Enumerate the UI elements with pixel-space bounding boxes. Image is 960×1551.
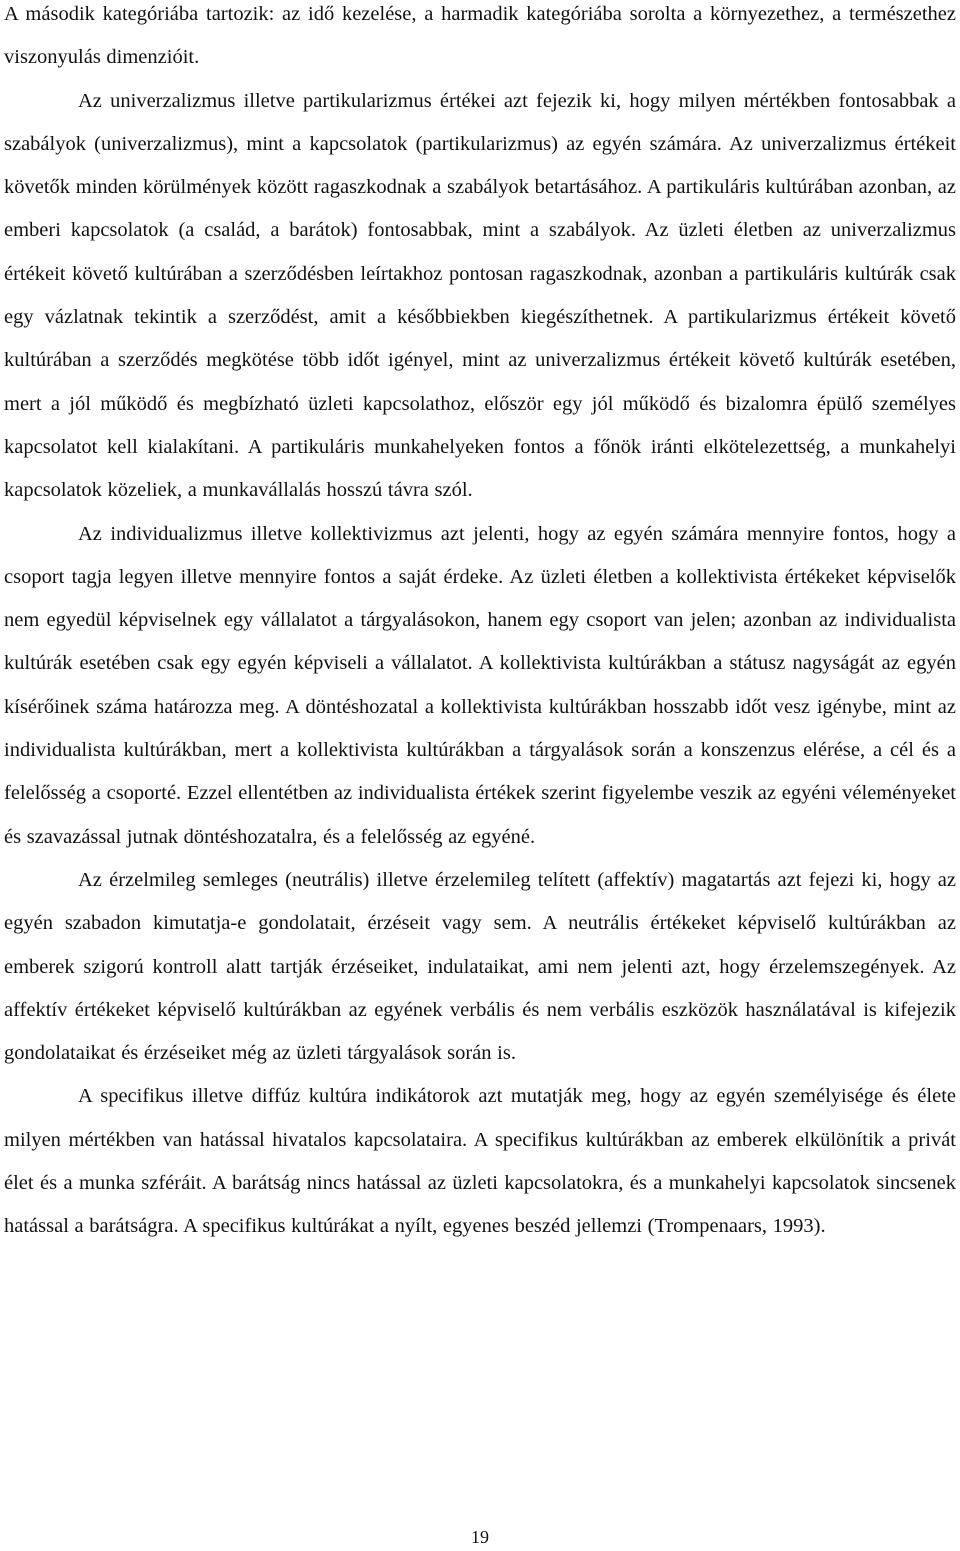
paragraph-universalism: Az univerzalizmus illetve partikularizmus értékei azt fejezik ki, hogy milyen mértékben fontosabbak a szabályok (univerzalizmus), mint a kapcsolatok (partikularizmus) az egyén számára. Az univerzalizmus értékeit követők minden körülmények között ragaszkodnak a szabályok betartásához. A partikuláris kultúrában azonban, az emberi kapcsolatok (a család, a barátok) fontosabbak, mint a szabályok. Az üzleti életben az univerzalizmus értékeit követő kultúrában a szerződésben leírtakhoz pontosan ragaszkodnak, azonban a partikuláris kultúrák csak egy vázlatnak tekintik a szerződést, amit a későbbiekben kiegészíthetnek. A partikularizmus értékeit követő kultúrában a szerződés megkötése több időt igényel, mint az univerzalizmus értékeit követő kultúrák esetében, mert a jól működő és megbízható üzleti kapcsolathoz, először egy jól működő és bizalomra épülő személyes kapcsolatot kell kialakítani. A partikuláris munkahelyeken fontos a főnök iránti elkötelezettség, a munkahelyi kapcsolatok közeliek, a munkavállalás hosszú távra szól.: [4, 89, 956, 502]
body-text: [4, 0, 956, 1249]
paragraph-specific-diffuse: A specifikus illetve diffúz kultúra indikátorok azt mutatják meg, hogy az egyén személyisége és élete milyen mértékben van hatással hivatalos kapcsolataira. A specifikus kultúrákban az emberek elkülönítik a privát élet és a munka szféráit. A barátság nincs hatással az üzleti kapcsolatokra, és a munkahelyi kapcsolatok sincsenek hatással a barátságra. A specifikus kultúrákat a nyílt, egyenes beszéd jellemzi (Trompenaars, 1993).: [4, 1085, 956, 1238]
page-number: 19: [471, 1527, 489, 1547]
paragraph-neutral-affective: Az érzelmileg semleges (neutrális) illetve érzelemileg telített (affektív) magatartás azt fejezi ki, hogy az egyén szabadon kimutatja-e gondolatait, érzéseit vagy sem. A neutrális értékeket képviselő kultúrákban az emberek szigorú kontroll alatt tartják érzéseiket, indulataikat, ami nem jelenti azt, hogy érzelemszegények. Az affektív értékeket képviselő kultúrákban az egyének verbális és nem verbális eszközök használatával is kifejezik gondolataikat és érzéseiket még az üzleti tárgyalások során is.: [4, 868, 956, 1065]
paragraph-time-environment: A második kategóriába tartozik: az idő kezelése, a harmadik kategóriába sorolta a környezethez, a természethez viszonyulás dimenzióit.: [4, 3, 956, 69]
paragraph-individualism: Az individualizmus illetve kollektivizmus azt jelenti, hogy az egyén számára mennyire fontos, hogy a csoport tagja legyen illetve mennyire fontos a saját érdeke. Az üzleti életben a kollektivista értékeket képviselők nem egyedül képviselnek egy vállalatot a tárgyalásokon, hanem egy csoport van jelen; azonban az individualista kultúrák esetében csak egy egyén képviseli a vállalatot. A kollektivista kultúrákban a státusz nagyságát az egyén kísérőinek száma határozza meg. A döntéshozatal a kollektivista kultúrákban hosszabb időt vesz igénybe, mint az individualista kultúrákban, mert a kollektivista kultúrákban a tárgyalások során a konszenzus elérése, a cél és a felelősség a csoporté. Ezzel ellentétben az individualista értékek szerint figyelembe veszik az egyéni véleményeket és szavazással jutnak döntéshozatalra, és a felelősség az egyéné.: [4, 522, 956, 848]
